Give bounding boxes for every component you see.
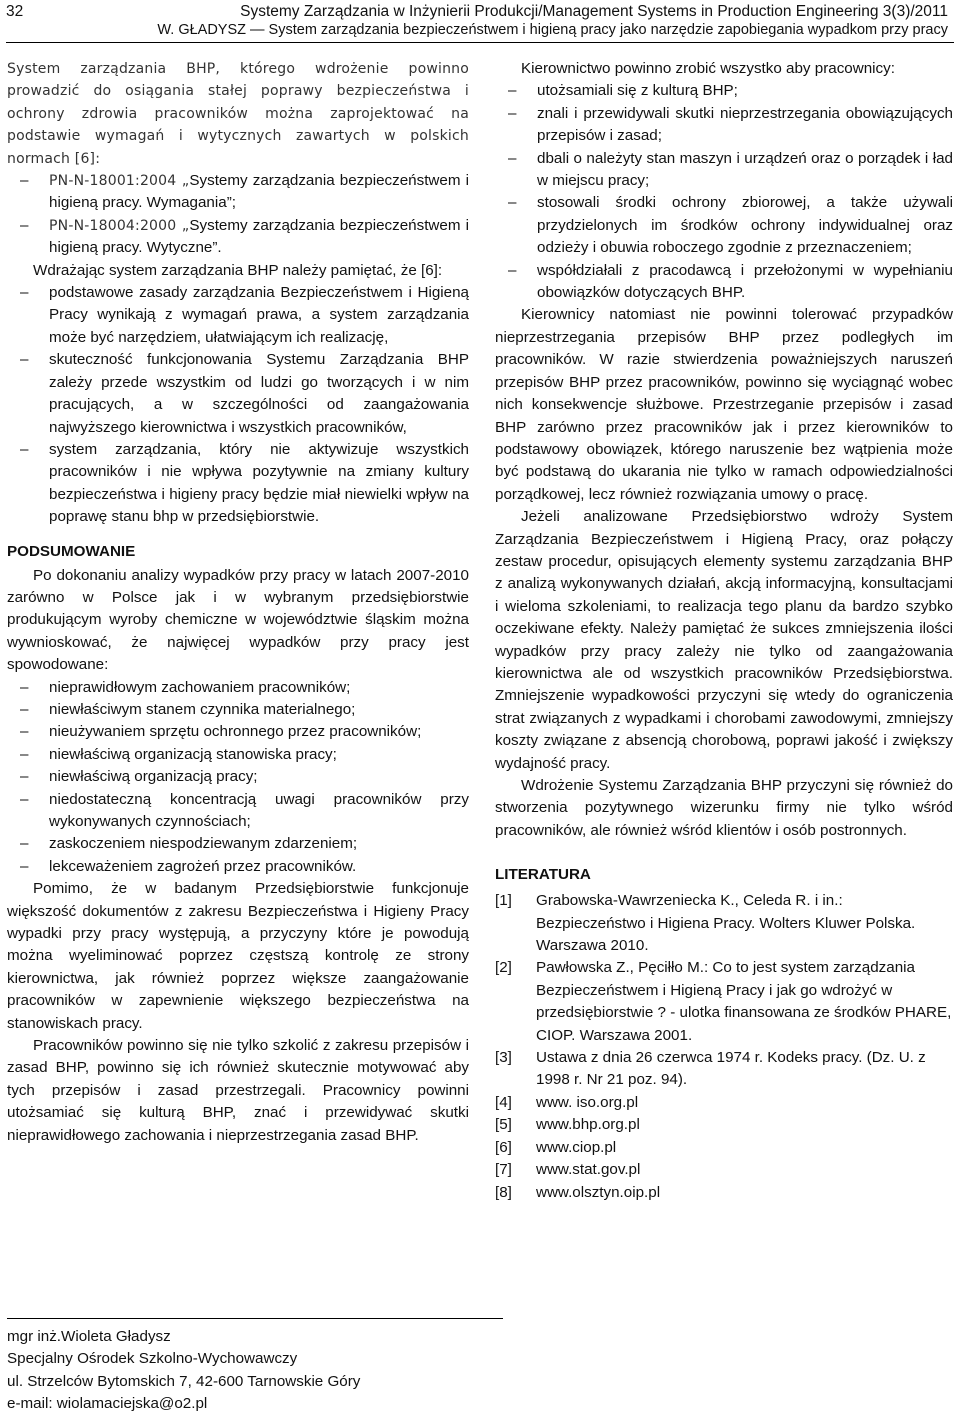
reference-number: [4] xyxy=(495,1093,512,1111)
author-block xyxy=(7,1326,360,1415)
article-running-title: W. GŁADYSZ — System zarządzania bezpieczeństwem i higieną pracy jako narzędzie zapobiegania wypadkom przy pracy xyxy=(157,22,948,38)
norm-item xyxy=(7,170,469,215)
reference-item xyxy=(495,1182,953,1204)
reference-number: [2] xyxy=(495,959,512,977)
management-intro: Kierownictwo powinno zrobić wszystko aby pracownicy: xyxy=(521,60,895,77)
reference-item xyxy=(495,890,953,957)
list-item: – niewłaściwą organizacją stanowiska pracy; xyxy=(7,744,469,766)
reference-text: www.bhp.org.pl xyxy=(536,1116,640,1134)
list-item: – dbali o należyty stan maszyn i urządzeń oraz o porządek i ład w miejscu pracy; xyxy=(495,148,953,193)
page-number: 32 xyxy=(6,3,24,20)
reference-text: www. iso.org.pl xyxy=(536,1093,639,1111)
reference-text: www.stat.gov.pl xyxy=(536,1161,641,1179)
list-item: – system zarządzania, który nie aktywizuje wszystkich pracowników i nie wpływa pozytywnie na zmiany kultury bezpieczeństwa i higieny pracy będzie miał niewielki wpływ na poprawę stanu bhp w przedsiębiorstwie. xyxy=(7,439,469,529)
reference-text: Pawłowska Z., Pęciłło M.: Co to jest system zarządzania Bezpieczeństwem i Higieną Pracy i jak go wdrożyć w przedsiębiorstwie ? - ulotka finansowana ze środków PHARE, CIOP. Warszawa 2001. xyxy=(536,959,952,1044)
reference-item xyxy=(495,1159,953,1181)
norm-code: PN-N-18001:2004 „ xyxy=(49,173,190,190)
norm-text: Systemy zarządzania bezpieczeństwem i higieną pracy. Wymagania”; xyxy=(49,172,469,212)
author-email: e-mail: wiolamaciejska@o2.pl xyxy=(7,1394,208,1412)
list-item: – współdziałali z pracodawcą i przełożonymi w wypełnianiu obowiązków dotyczących BHP. xyxy=(495,260,953,305)
causes-list xyxy=(7,677,469,879)
list-item: – utożsamiali się z kulturą BHP; xyxy=(495,80,953,102)
reference-number: [3] xyxy=(495,1049,512,1067)
reference-item xyxy=(495,1137,953,1159)
header-divider xyxy=(6,42,954,43)
norm-code: PN-N-18004:2000 „ xyxy=(49,217,190,234)
list-item: – lekceważeniem zagrożeń przez pracowników. xyxy=(7,856,469,878)
list-item: – skuteczność funkcjonowania Systemu Zarządzania BHP zależy przede wszystkim od ludzi go tworzących i w nim pracujących, a w szczególności od zaangażowania najwyższego kierownictwa i wszystkich pracowników, xyxy=(7,349,469,439)
list-item: – nieużywaniem sprzętu ochronnego przez pracowników; xyxy=(7,721,469,743)
body-paragraph: Jeżeli analizowane Przedsiębiorstwo wdroży System Zarządzania Bezpieczeństwem i Higieną Pracy, oraz połączy zestaw procedur, opisujących elementy systemu zarządzania BHP z analizą wykonywanych działań, akcją informacyjną, konsultacjami i wieloma szkoleniami, to realizacja tego planu da bardzo szybko oczekiwane efekty. Należy pamiętać że sukces zmniejszenia ilości wypadków przy pracy zależy nie tylko od zaangażowania kierownictwa ale od wszystkich pracowników Przedsiębiorstwa. Zmniejszenie wypadkowości przyczyni się wtedy do ograniczenia strat związanych z wypadkami i chorobami zawodowymi, zmniejszy koszty związane z absencją chorobową, poprawi jakość i zwiększy wydajność pracy. xyxy=(495,508,953,772)
left-column xyxy=(7,58,469,1147)
reference-number: [8] xyxy=(495,1183,512,1201)
summary-heading: PODSUMOWANIE xyxy=(7,542,136,560)
reference-text: Ustawa z dnia 26 czerwca 1974 r. Kodeks pracy. (Dz. U. z 1998 r. Nr 21 poz. 94). xyxy=(536,1049,926,1089)
list-item: – znali i przewidywali skutki nieprzestrzegania obowiązujących przepisów i zasad; xyxy=(495,103,953,148)
list-item: – niedostateczną koncentracją uwagi pracowników przy wykonywanych czynnościach; xyxy=(7,789,469,834)
reference-text: www.ciop.pl xyxy=(536,1138,617,1156)
summary-paragraph: Pracowników powinno się nie tylko szkolić z zakresu przepisów i zasad BHP, powinno się ich również skutecznie motywować aby tych przepisów i zasad przestrzegali. Pracownicy powinni utożsamiać się kulturą BHP, znać i przewidywać skutki nieprawidłowego zachowania i nieprzestrzegania zasad BHP. xyxy=(7,1037,469,1144)
reference-text: www.olsztyn.oip.pl xyxy=(536,1183,661,1201)
list-item: – niewłaściwą organizacją pracy; xyxy=(7,766,469,788)
reference-number: [7] xyxy=(495,1161,512,1179)
reference-text: Grabowska-Wawrzeniecka K., Celeda R. i in.: Bezpieczeństwo i Higiena Pracy. Wolters Kluwer Polska. Warszawa 2010. xyxy=(536,892,916,955)
right-column xyxy=(495,58,953,1204)
reference-number: [5] xyxy=(495,1116,512,1134)
body-paragraph: Kierownicy natomiast nie powinni tolerować przypadków nieprzestrzegania przepisów BHP przez podległych im pracowników. W razie stwierdzenia poważniejszych naruszeń przepisów BHP przez pracowników, powinno się wyciągnąć wobec nich konsekwencje służbowe. Przestrzeganie przepisów i zasad BHP zarówno przez pracowników jak i przez kierowników to podstawowy obowiązek, którego naruszenie bez wątpienia może być podstawą do ukarania nie tylko w ramach odpowiedzialności porządkowej, lecz również rozwiązania umowy o pracę. xyxy=(495,306,953,503)
reference-list xyxy=(495,890,953,1204)
author-address: ul. Strzelców Bytomskich 7, 42-600 Tarnowskie Góry xyxy=(7,1372,361,1390)
reference-item xyxy=(495,1092,953,1114)
list-item: – nieprawidłowym zachowaniem pracowników; xyxy=(7,677,469,699)
norm-item xyxy=(7,215,469,260)
list-item: – stosowali środki ochrony zbiorowej, a także używali przydzielonych im środków ochrony indywidualnej oraz odzieży i obuwia roboczego zgodnie z przeznaczeniem; xyxy=(495,192,953,259)
implementing-paragraph: Wdrażając system zarządzania BHP należy pamiętać, że [6]: xyxy=(33,261,443,279)
footnote-divider xyxy=(7,1318,503,1319)
author-institution: Specjalny Ośrodek Szkolno-Wychowawczy xyxy=(7,1350,298,1368)
reference-item xyxy=(495,1047,953,1092)
body-paragraph: Wdrożenie Systemu Zarządzania BHP przyczyni się również do stworzenia pozytywnego wizerunku firmy nie tylko wśród pracowników, ale również wśród klientów i osób postronnych. xyxy=(495,777,953,839)
literature-heading: LITERATURA xyxy=(495,866,591,884)
reference-number: [1] xyxy=(495,892,512,910)
list-item: – zaskoczeniem niespodziewanym zdarzeniem; xyxy=(7,833,469,855)
intro-paragraph: System zarządzania BHP, którego wdrożenie powinno prowadzić do osiągania stałej poprawy bezpieczeństwa i ochrony zdrowia pracowników można zaprojektować na podstawie wymagań i wytycznych zawartych w polskich normach [6]: xyxy=(7,61,469,167)
running-header xyxy=(6,2,954,40)
norm-text: Systemy zarządzania bezpieczeństwem i higieną pracy. Wytyczne”. xyxy=(49,216,469,257)
reference-item xyxy=(495,1114,953,1136)
summary-paragraph: Po dokonaniu analizy wypadków przy pracy w latach 2007-2010 zarówno w Polsce jak i w wybranym przedsiębiorstwie produkującym wyroby chemiczne w województwie śląskim można wywnioskować, że najwięcej wypadków przy pracy jest spowodowane: xyxy=(7,566,469,674)
duties-list xyxy=(495,80,953,304)
principles-list xyxy=(7,282,469,528)
norms-list xyxy=(7,170,469,260)
list-item: – podstawowe zasady zarządzania Bezpieczeństwem i Higieną Pracy wynikają z wymagań prawa, a system zarządzania może być narzędziem, ułatwiającym ich realizację, xyxy=(7,282,469,349)
reference-item xyxy=(495,957,953,1047)
summary-paragraph: Pomimo, że w badanym Przedsiębiorstwie funkcjonuje większość dokumentów z zakresu Bezpieczeństwa i Higieny Pracy wypadki przy pracy występują, a przyczyny które je powodują można wyeliminować poprzez częstszą kontrolę ze strony kierownictwa, jak również poprzez większe zaangażowanie pracowników w zapewnienie większego bezpieczeństwa na stanowiskach pracy. xyxy=(7,880,469,1032)
journal-title: Systemy Zarządzania w Inżynierii Produkcji/Management Systems in Production Engineering 3(3)/2011 xyxy=(240,3,948,20)
list-item: – niewłaściwym stanem czynnika materialnego; xyxy=(7,699,469,721)
author-name: mgr inż.Wioleta Gładysz xyxy=(7,1328,171,1345)
reference-number: [6] xyxy=(495,1138,512,1156)
